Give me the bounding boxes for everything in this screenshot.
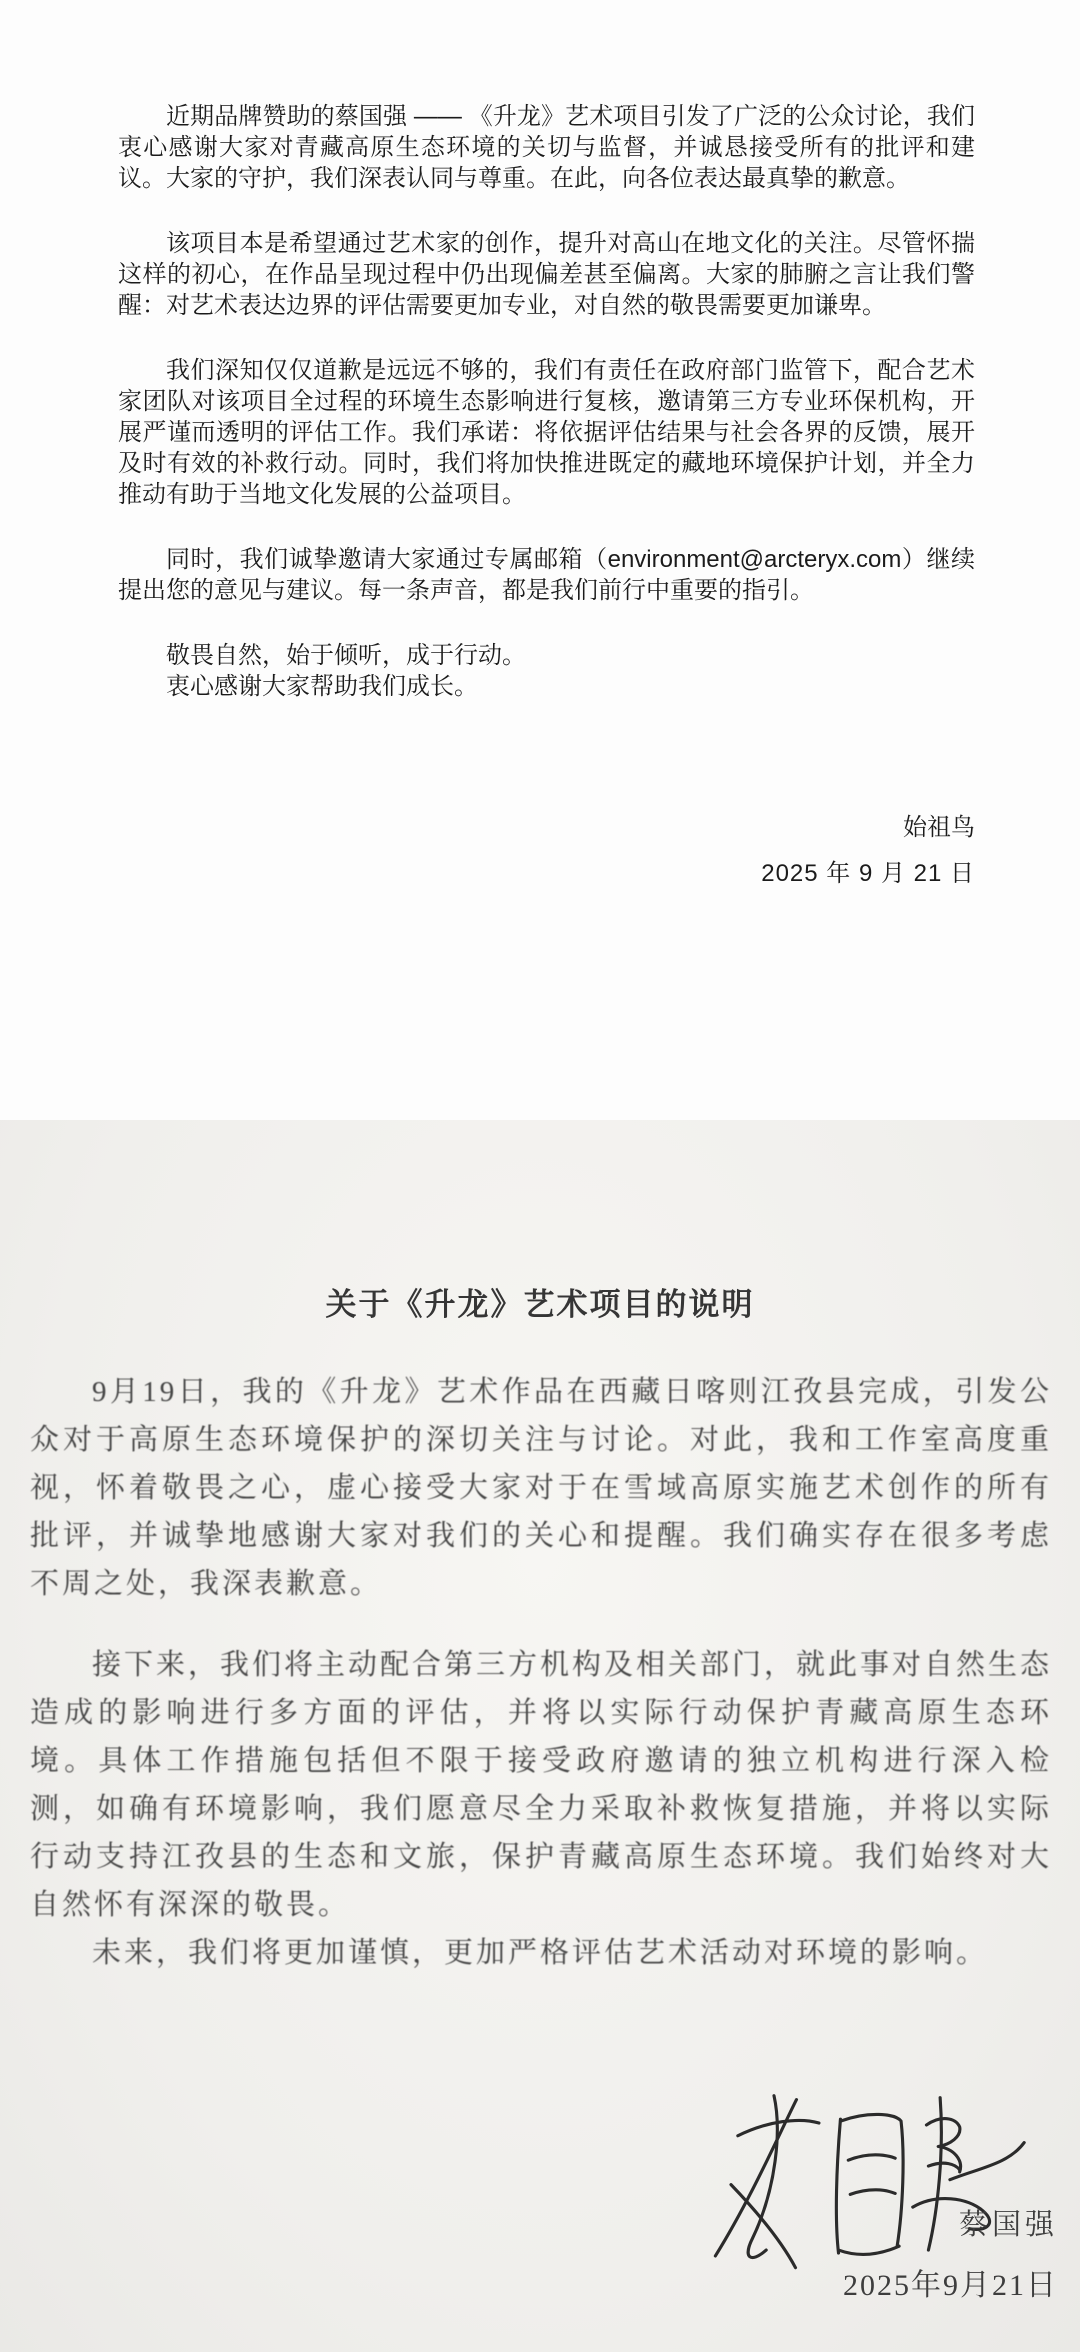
artist-paragraph-3: 未来，我们将更加谨慎，更加严格评估艺术活动对环境的影响。 [92, 1937, 989, 1969]
brand-date: 2025 年 9 月 21 日 [761, 860, 975, 887]
artist-paragraph-2: 接下来，我们将主动配合第三方机构及相关部门，就此事对自然生态造成的影响进行多方面的评估，并将以实际行动保护青藏高原生态环境。具体工作措施包括但不限于接受政府邀请的独立机构进行深入检测，如确有环境影响，我们愿意尽全力采取补救恢复措施，并将以实际行动支持江孜县的生态和文旅，保护青藏高原生态环境。我们始终对大自然怀有深深的敬畏。 [30, 1649, 1053, 1921]
closing-line-1: 敬畏自然，始于倾听，成于行动。 [166, 642, 526, 669]
brand-paragraph-4-email: 同时，我们诚挚邀请大家通过专属邮箱（environment@arcteryx.com）继续提出您的意见与建议。每一条声音，都是我们前行中重要的指引。 [118, 546, 975, 604]
artist-statement-title: 关于《升龙》艺术项目的说明 [325, 1287, 755, 1322]
brand-signature-block [118, 812, 975, 889]
brand-statement [118, 101, 975, 702]
closing-line-2: 衷心感谢大家帮助我们成长。 [166, 673, 478, 700]
artist-signature-caption: 蔡国强 [958, 2209, 1058, 2241]
brand-signature: 始祖鸟 [903, 814, 975, 841]
brand-paragraph-2: 该项目本是希望通过艺术家的创作，提升对高山在地文化的关注。尽管怀揣这样的初心，在作品呈现过程中仍出现偏差甚至偏离。大家的肺腑之言让我们警醒：对艺术表达边界的评估需要更加专业，对自然的敬畏需要更加谦卑。 [118, 230, 975, 319]
brand-paragraph-1: 近期品牌赞助的蔡国强 —— 《升龙》艺术项目引发了广泛的公众讨论，我们衷心感谢大家对青藏高原生态环境的关切与监督，并诚恳接受所有的批评和建议。大家的守护，我们深表认同与尊重。在此，向各位表达最真挚的歉意。 [118, 103, 975, 192]
brand-closing [118, 640, 975, 702]
artist-date: 2025年9月21日 [843, 2269, 1058, 2302]
artist-statement-scan [0, 1120, 1080, 2352]
artist-paragraph-1: 9月19日，我的《升龙》艺术作品在西藏日喀则江孜县完成，引发公众对于高原生态环境保护的深切关注与讨论。对此，我和工作室高度重视，怀着敬畏之心，虚心接受大家对于在雪域高原实施艺术创作的所有批评，并诚挚地感谢大家对我们的关心和提醒。我们确实存在很多考虑不周之处，我深表歉意。 [30, 1376, 1052, 1600]
brand-paragraph-3: 我们深知仅仅道歉是远远不够的，我们有责任在政府部门监管下，配合艺术家团队对该项目全过程的环境生态影响进行复核，邀请第三方专业环保机构，开展严谨而透明的评估工作。我们承诺：将依据评估结果与社会各界的反馈，展开及时有效的补救行动。同时，我们将加快推进既定的藏地环境保护计划，并全力推动有助于当地文化发展的公益项目。 [118, 357, 975, 508]
